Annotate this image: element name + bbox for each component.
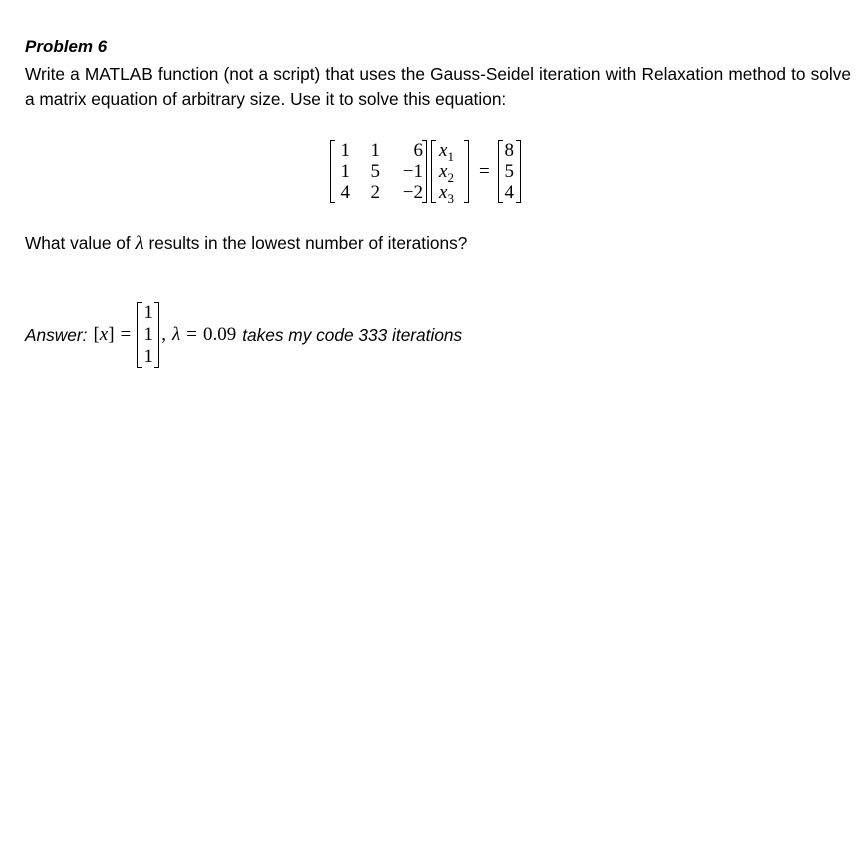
answer-lambda: λ: [172, 324, 181, 345]
matrix-a-cell: −1: [402, 161, 423, 182]
unknown-x1: $x_1$: [439, 140, 454, 164]
answer-line: Answer: [ x ] = 1 1 1 , λ = 0.09 takes my code 333 iterations: [25, 302, 463, 367]
answer-result: takes my code 333 iterations: [242, 324, 463, 345]
vector-b-cell: 5: [504, 161, 514, 182]
matrix-a-cell: 1: [340, 161, 350, 182]
problem-statement: Write a MATLAB function (not a script) that uses the Gauss-Seidel iteration with Relaxation method to solve a matrix equation of arbitrary size. Use it to solve this equation:: [25, 64, 851, 109]
answer-label: Answer:: [25, 324, 88, 345]
matrix-a-cell: 4: [340, 182, 350, 203]
unknown-vector: [431, 140, 469, 206]
solution-cell: 1: [143, 324, 153, 345]
unknown-x3: $x_3$: [439, 182, 454, 206]
problem-title: Problem 6: [25, 37, 108, 56]
matrix-a-cell: 5: [370, 161, 380, 182]
matrix-equation: [330, 140, 525, 206]
matrix-a-cell: 1: [340, 140, 350, 161]
matrix-a-cell: −2: [402, 182, 423, 203]
solution-cell: 1: [143, 302, 153, 323]
equals-sign: =: [479, 160, 490, 182]
coefficient-matrix: [330, 140, 427, 203]
matrix-a-cell: 2: [370, 182, 380, 203]
unknown-x2: $x_2$: [439, 161, 454, 185]
question-text: What value of λ results in the lowest number of iterations?: [25, 233, 468, 254]
matrix-a-cell: 1: [370, 140, 380, 161]
lambda-value: 0.09: [202, 324, 237, 345]
matrix-a-cell: 6: [413, 140, 423, 161]
vector-b-cell: 8: [504, 140, 514, 161]
solution-vector: [137, 302, 159, 368]
constant-vector: [498, 140, 521, 203]
solution-cell: 1: [143, 346, 153, 367]
lambda-symbol: λ: [135, 233, 144, 254]
vector-b-cell: 4: [504, 182, 514, 203]
